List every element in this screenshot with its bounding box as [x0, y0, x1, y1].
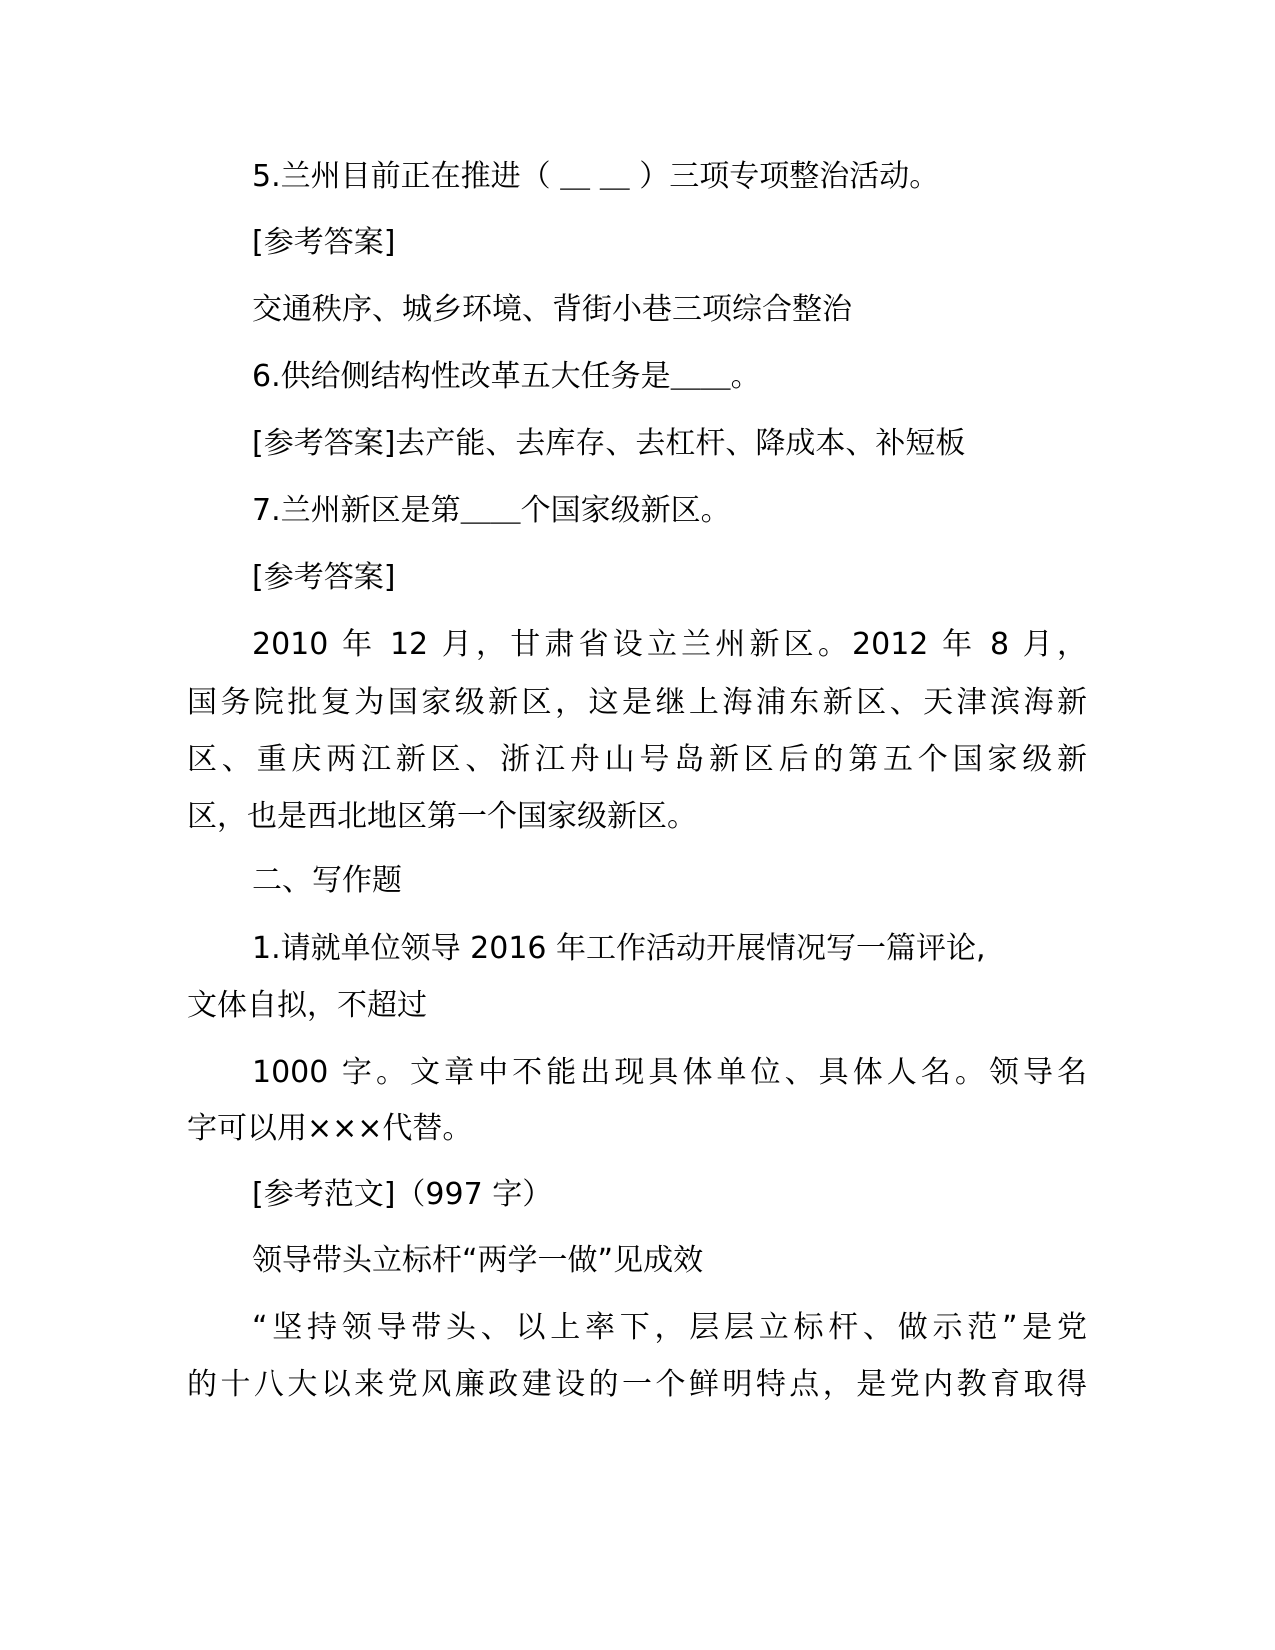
answer-7-line-4: 区，也是西北地区第一个国家级新区。 — [187, 799, 697, 834]
sample-essay-title: 领导带头立标杆“两学一做”见成效 — [252, 1243, 704, 1278]
sample-essay-line-1: “坚持领导带头、以上率下，层层立标杆、做示范”是党 — [252, 1310, 1087, 1345]
sample-essay-label: [参考范文]（997 字） — [252, 1177, 553, 1212]
writing-question-1-line-2: 文体自拟，不超过 — [187, 988, 427, 1023]
answer-label-5: [参考答案] — [252, 225, 396, 260]
writing-question-1-line-4: 字可以用×××代替。 — [187, 1111, 473, 1146]
writing-question-1-line-1: 1.请就单位领导 2016 年工作活动开展情况写一篇评论, — [252, 931, 986, 966]
writing-question-1-line-3: 1000 字。文章中不能出现具体单位、具体人名。领导名 — [252, 1055, 1087, 1090]
answer-7-line-3: 区、重庆两江新区、浙江舟山号岛新区后的第五个国家级新 — [187, 742, 1087, 777]
answer-7-line-2: 国务院批复为国家级新区，这是继上海浦东新区、天津滨海新 — [187, 685, 1087, 720]
answer-label-7: [参考答案] — [252, 560, 396, 595]
answer-5: 交通秩序、城乡环境、背街小巷三项综合整治 — [252, 292, 852, 327]
sample-essay-line-2: 的十八大以来党风廉政建设的一个鲜明特点，是党内教育取得 — [187, 1367, 1087, 1402]
question-6: 6.供给侧结构性改革五大任务是＿＿。 — [252, 359, 761, 394]
question-5: 5.兰州目前正在推进（ ＿ ＿ ）三项专项整治活动。 — [252, 159, 940, 194]
answer-7-line-1: 2010 年 12 月，甘肃省设立兰州新区。2012 年 8 月， — [252, 627, 1087, 662]
section-heading-writing: 二、写作题 — [252, 863, 402, 898]
question-7: 7.兰州新区是第＿＿个国家级新区。 — [252, 493, 731, 528]
answer-6: [参考答案]去产能、去库存、去杠杆、降成本、补短板 — [252, 426, 966, 461]
